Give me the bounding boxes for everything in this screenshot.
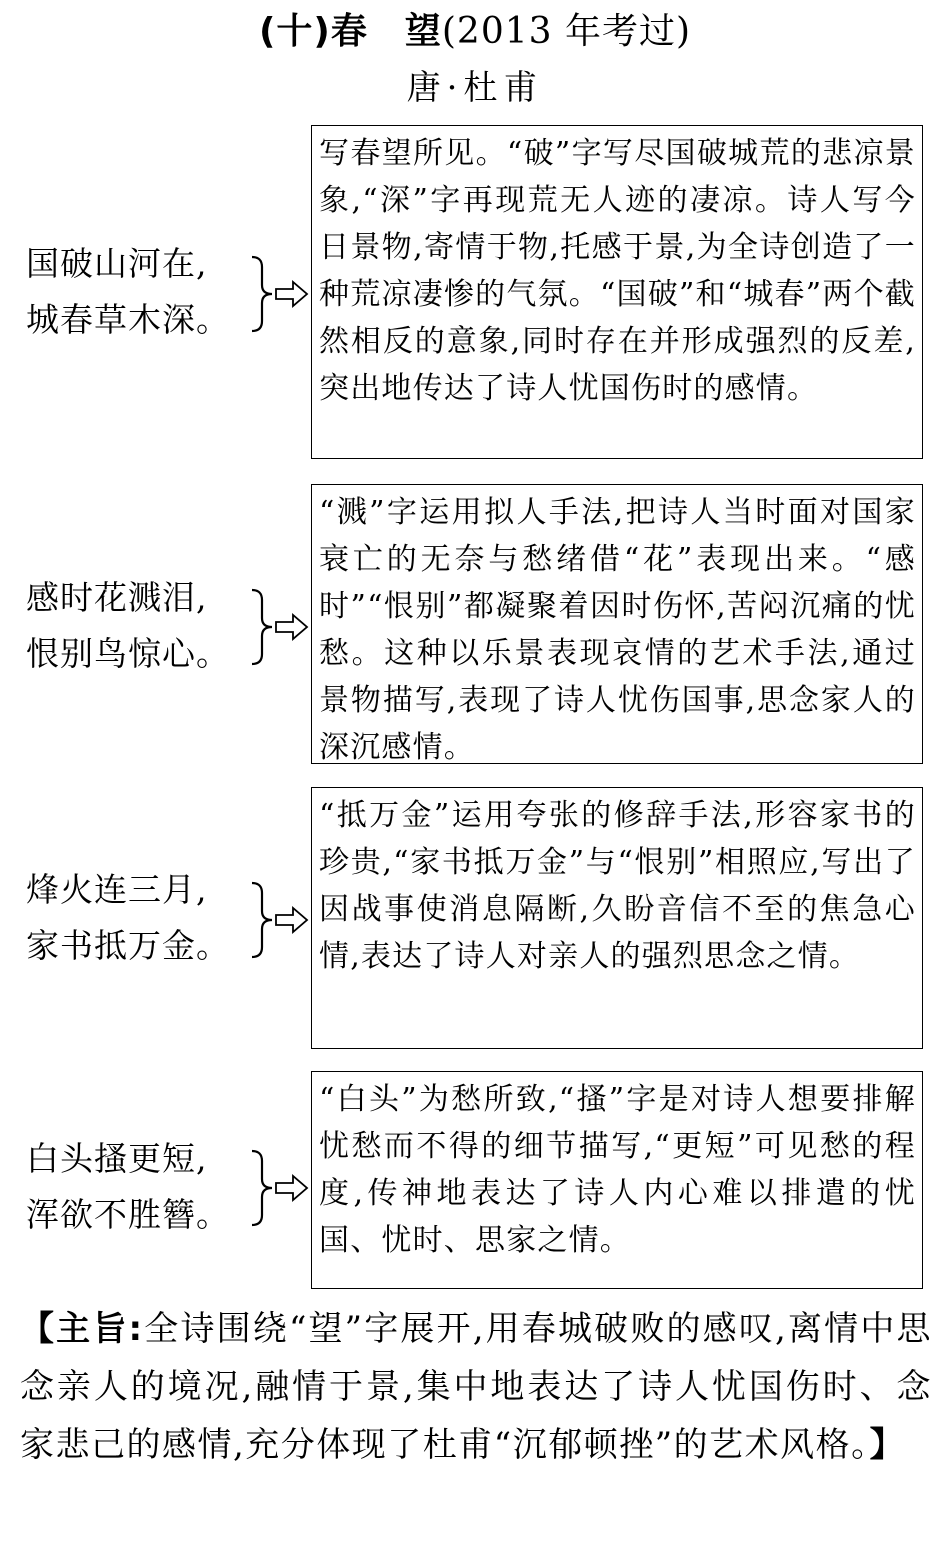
summary-close-bracket: 】 xyxy=(869,1425,906,1465)
poem-section-4 xyxy=(0,1071,950,1289)
poem-author: 唐·杜甫 xyxy=(406,68,544,108)
poem-section-2 xyxy=(0,484,950,764)
verse-couplet xyxy=(26,236,266,348)
verse-couplet xyxy=(26,1131,266,1243)
verse-couplet xyxy=(26,862,266,974)
right-brace-icon xyxy=(250,1149,274,1227)
verse-line: 家书抵万金。 xyxy=(26,926,230,965)
right-brace-icon xyxy=(250,881,274,959)
summary-text: 全诗围绕“望”字展开,用春城破败的感叹,离情中思念亲人的境况,融情于景,集中地表达了诗人忧国伤时、念家悲己的感情,充分体现了杜甫“沉郁顿挫”的艺术风格。 xyxy=(20,1309,932,1465)
poem-section-3 xyxy=(0,787,950,1049)
analysis-box: “溅”字运用拟人手法,把诗人当时面对国家衰亡的无奈与愁绪借“花”表现出来。“感时”“恨别”都凝聚着因时伤怀,苦闷沉痛的忧愁。这种以乐景表现哀情的艺术手法,通过景物描写,表现了诗人忧伤国事,思念家人的深沉感情。 xyxy=(311,484,923,764)
right-brace-icon xyxy=(250,588,274,666)
verse-line: 恨别鸟惊心。 xyxy=(26,634,230,673)
summary-open-bracket: 【 xyxy=(20,1309,57,1349)
poem-section-1 xyxy=(0,125,950,459)
analysis-box: “白头”为愁所致,“搔”字是对诗人想要排解忧愁而不得的细节描写,“更短”可见愁的程度,传神地表达了诗人内心难以排遣的忧国、忧时、思家之情。 xyxy=(311,1071,923,1289)
theme-summary xyxy=(20,1300,932,1474)
analysis-box: 写春望所见。“破”字写尽国破城荒的悲凉景象,“深”字再现荒无人迹的凄凉。诗人写今日景物,寄情于物,托感于景,为全诗创造了一种荒凉凄惨的气氛。“国破”和“城春”两个截然相反的意象,同时存在并形成强烈的反差,突出地传达了诗人忧国伤时的感情。 xyxy=(311,125,923,459)
poem-title xyxy=(0,8,950,56)
verse-line: 浑欲不胜簪。 xyxy=(26,1195,230,1234)
outline-arrow-right-icon xyxy=(274,906,310,934)
verse-couplet xyxy=(26,570,266,682)
poem-title-heading: (十)春 望 xyxy=(258,11,442,52)
poem-title-exam-note: (2013 年考过) xyxy=(441,11,692,52)
outline-arrow-right-icon xyxy=(274,613,310,641)
summary-label: 主旨: xyxy=(56,1309,144,1349)
verse-line: 城春草木深。 xyxy=(26,300,230,339)
verse-line: 烽火连三月, xyxy=(26,870,208,909)
verse-line: 国破山河在, xyxy=(26,244,208,283)
verse-line: 白头搔更短, xyxy=(26,1139,208,1178)
outline-arrow-right-icon xyxy=(274,280,310,308)
outline-arrow-right-icon xyxy=(274,1174,310,1202)
verse-line: 感时花溅泪, xyxy=(26,578,208,617)
analysis-box: “抵万金”运用夸张的修辞手法,形容家书的珍贵,“家书抵万金”与“恨别”相照应,写出了因战事使消息隔断,久盼音信不至的焦急心情,表达了诗人对亲人的强烈思念之情。 xyxy=(311,787,923,1049)
right-brace-icon xyxy=(250,255,274,333)
